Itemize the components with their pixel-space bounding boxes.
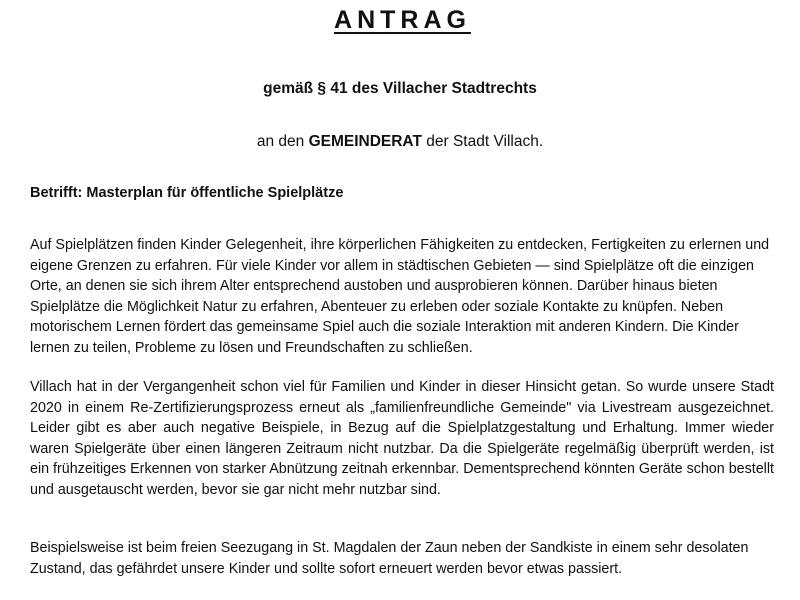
paragraph-1: Auf Spielplätzen finden Kinder Gelegenheit, ihre körperlichen Fähigkeiten zu entdecken, Fertigkeiten zu erlernen und eigene Grenzen zu erfahren. Für viele Kinder vor allem in städtischen Gebieten — sind Spielplätze oft die einzigen Orte, an denen sie sich ihrem Alter entsprechend austoben und ausprobieren können. Darüber hinaus bieten Spielplätze die Möglichkeit Natur zu erfahren, Abenteuer zu erleben oder soziale Kontakte zu knüpfen. Neben motorischem Lernen fördert das gemeinsame Spiel auch die soziale Interaktion mit anderen Kindern. Die Kinder lernen zu teilen, Probleme zu lösen und Freundschaften zu schließen. [30, 237, 770, 356]
recipient-bold: GEMEINDERAT [308, 133, 422, 150]
document-title [0, 6, 800, 35]
paragraph-2: Villach hat in der Vergangenheit schon viel für Familien und Kinder in dieser Hinsicht getan. So wurde unsere Stadt 2020 in einem Re-Zertifizierungsprozess erneut als „familienfreundliche Gemeinde" via Livestream ausgezeichnet. Leider gibt es aber auch negative Beispiele, in Bezug auf die Spielplatzgestaltung und Erhaltung. Immer wieder waren Spielgeräte über einen längeren Zeitraum nicht nutzbar. Da die Spielgeräte regelmäßig überprüft werden, ist ein frühzeitiges Erkennen von starker Abnützung zeitnah erkennbar. Dementsprechend könnten Geräte schon bestellt und ausgetauscht werden, bevor sie gar nicht mehr nutzbar sind. [30, 379, 774, 498]
document-title-text: ANTRAG [334, 6, 471, 34]
recipient-prefix: an den [256, 133, 309, 150]
document-subtitle: gemäß § 41 des Villacher Stadtrechts [263, 80, 537, 97]
recipient-suffix: der Stadt Villach. [421, 133, 544, 150]
paragraph-3: Beispielsweise ist beim freien Seezugang in St. Magdalen der Zaun neben der Sandkiste in einem sehr desolaten Zustand, das gefährdet unsere Kinder und sollte sofort erneuert werden bevor etwas passiert. [30, 540, 749, 577]
subject-line: Betrifft: Masterplan für öffentliche Spielplätze [30, 185, 344, 201]
recipient-line [0, 133, 800, 151]
